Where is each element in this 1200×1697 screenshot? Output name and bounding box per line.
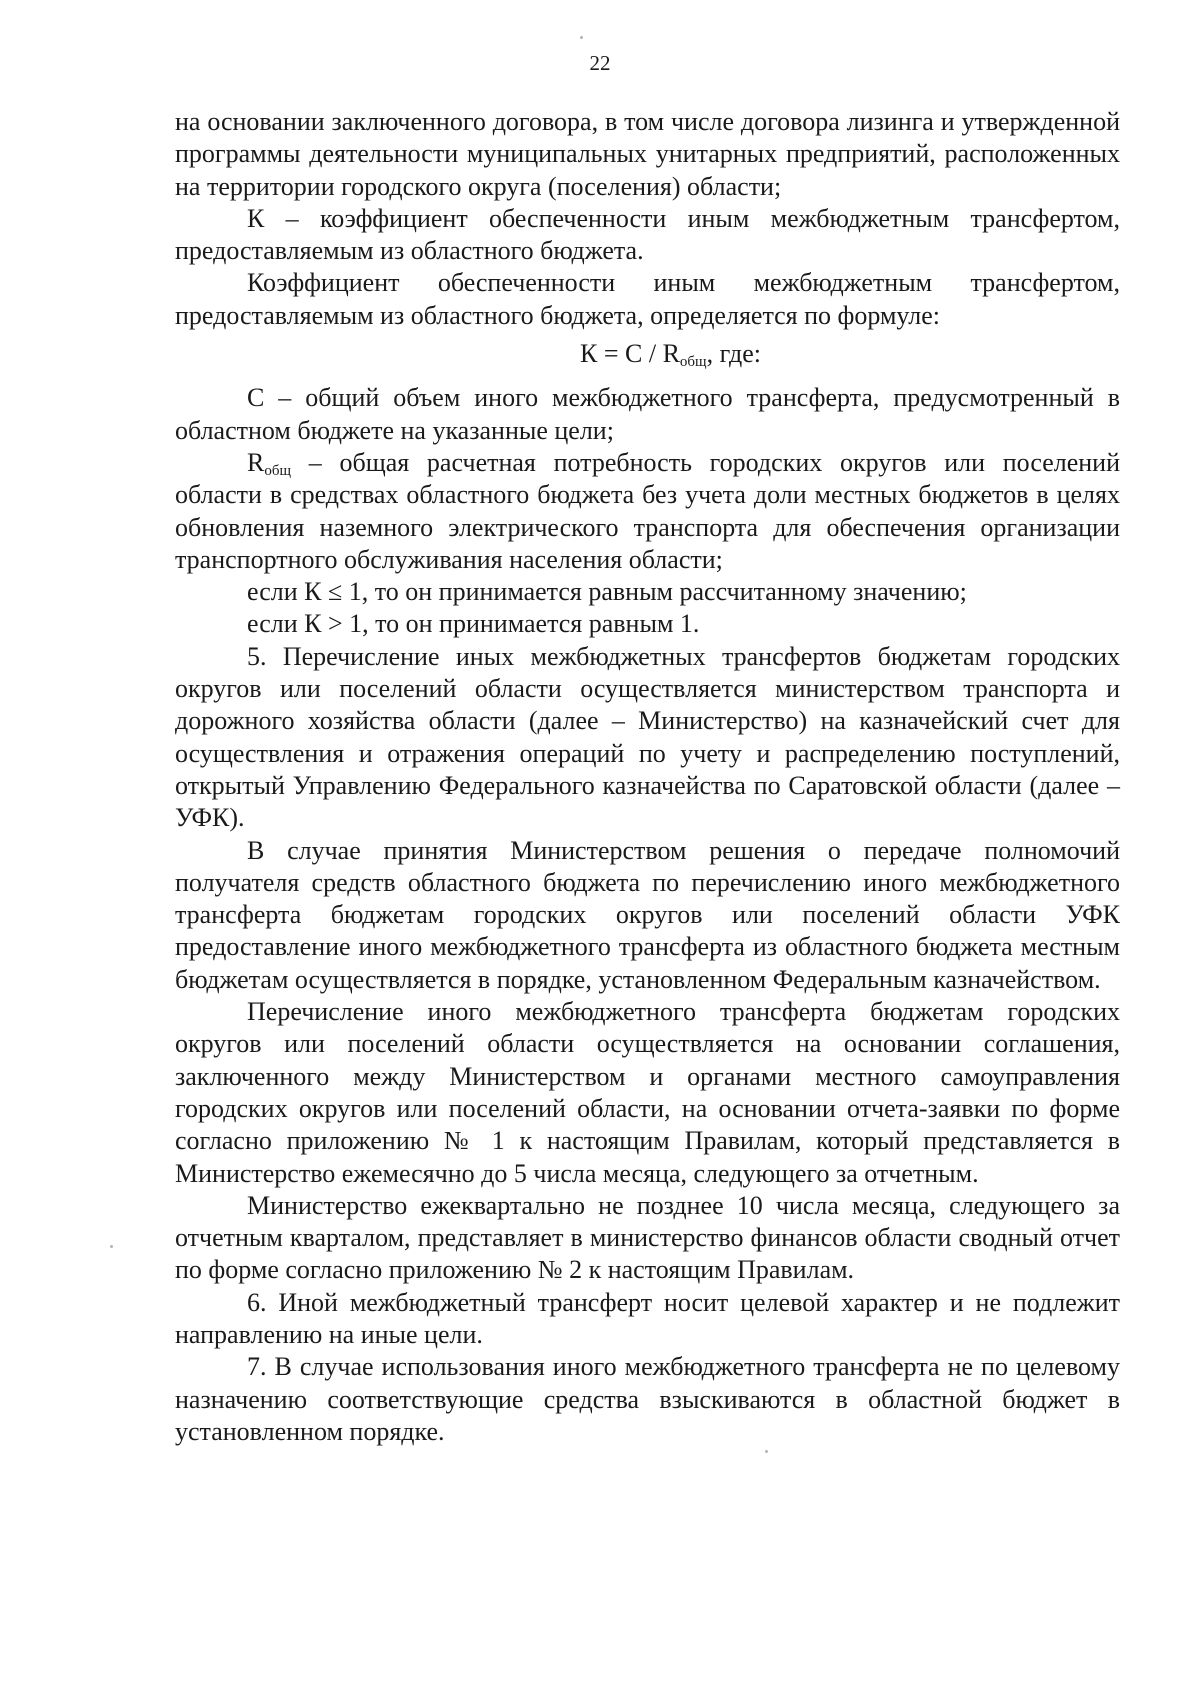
paragraph-transfer-basis: Перечисление иного межбюджетного трансферта бюджетам городских округов или поселений области осуществляется на основании соглашения, заключенного между Министерством и органами местного самоуправления городских округов или поселений области, на основании отчета-заявки по форме согласно приложению № 1 к настоящим Правилам, который представляется в Министерство ежемесячно до 5 числа месяца, следующего за отчетным. [175,997,1120,1188]
scan-speck [765,1450,768,1453]
paragraph-k-definition: К – коэффициент обеспеченности иным межбюджетным трансфертом, предоставляемым из областного бюджета. [175,203,1120,266]
formula-subscript: общ [679,354,707,371]
paragraph-item-6: 6. Иной межбюджетный трансферт носит целевой характер и не подлежит направлению на иные цели. [175,1287,1120,1349]
scan-speck [580,36,583,39]
formula [175,332,1120,382]
paragraph-coefficient-formula-intro: Коэффициент обеспеченности иным межбюджетным трансфертом, предоставляемым из областного бюджета, определяется по формуле: [175,268,1120,330]
paragraph-c-definition: С – общий объем иного межбюджетного трансферта, предусмотренный в областном бюджете на указанные цели; [175,383,1120,445]
paragraph-ufk-powers: В случае принятия Министерством решения о передаче полномочий получателя средств областного бюджета по перечислению иного межбюджетного трансферта бюджетам городских округов или поселений области УФК предоставление иного межбюджетного трансферта из областного бюджета местным бюджетам осуществляется в порядке, установленном Федеральным казначейством. [175,835,1120,994]
paragraph-item-7: 7. В случае использования иного межбюджетного трансферта не по целевому назначению соответствующие средства взыскиваются в областной бюджет в установленном порядке. [175,1352,1120,1446]
r-symbol: R [247,447,265,477]
paragraph-quarterly-report: Министерство ежеквартально не позднее 10 числа месяца, следующего за отчетным кварталом, представляет в министерство финансов области сводный отчет по форме согласно приложению № 2 к настоящим Правилам. [175,1190,1120,1285]
page-number: 22 [589,51,611,75]
paragraph-continuation: на основании заключенного договора, в том числе договора лизинга и утвержденной программы деятельности муниципальных унитарных предприятий, расположенных на территории городского округа (поселения) области; [175,107,1120,201]
scan-speck [110,1245,113,1248]
paragraph-condition-k-le-1: если К ≤ 1, то он принимается равным рассчитанному значению; [247,577,967,607]
r-definition-text: – общая расчетная потребность городских округов или поселений области в средствах областного бюджета без учета доли местных бюджетов в целях обновления наземного электрического транспорта для обеспечения организации транспортного обслуживания населения области; [175,447,1120,574]
paragraph-item-5: 5. Перечисление иных межбюджетных трансфертов бюджетам городских округов или поселений области осуществляется министерством транспорта и дорожного хозяйства области (далее – Министерство) на казначейский счет для осуществления и отражения операций по учету и распределению поступлений, открытый Управлению Федерального казначейства по Саратовской области (далее – УФК). [175,641,1120,833]
paragraph-condition-k-gt-1: если К > 1, то он принимается равным 1. [247,609,700,639]
formula-suffix: , где: [706,339,761,369]
r-subscript: общ [264,462,292,479]
formula-main: К = С / R [580,339,680,369]
paragraph-r-definition [175,447,1120,576]
text-column [175,106,1120,1448]
